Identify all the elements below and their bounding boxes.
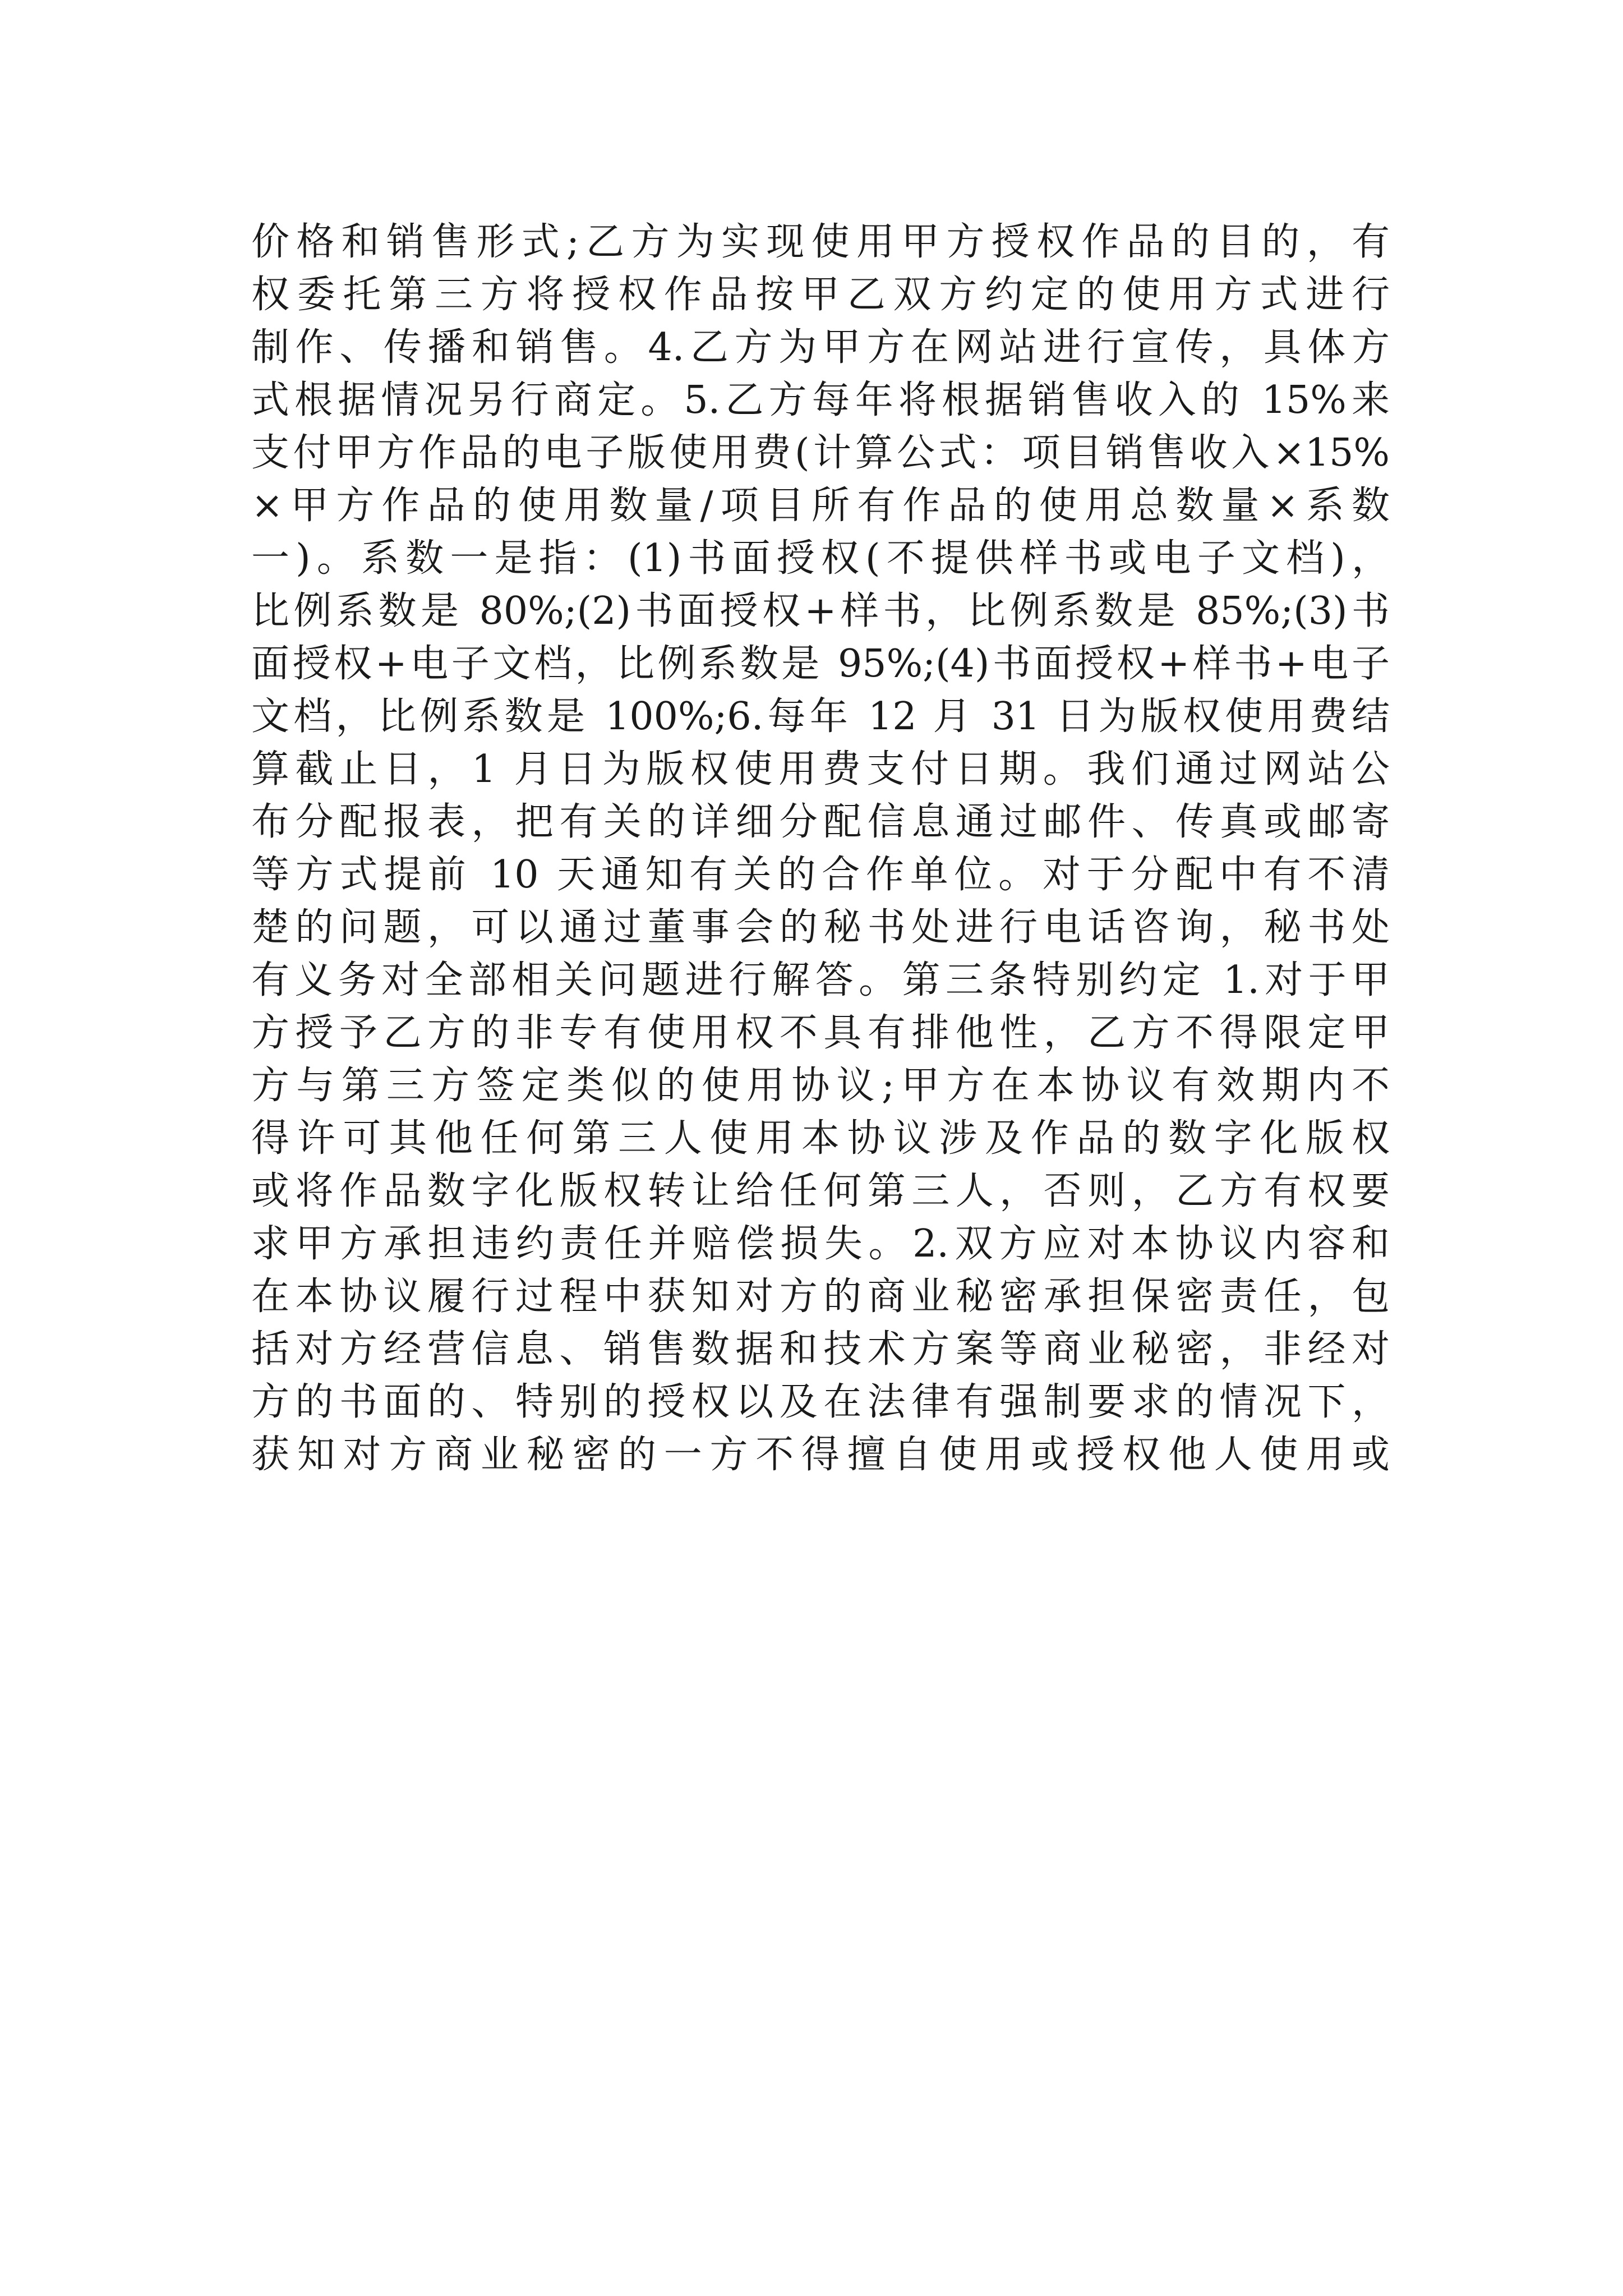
text-line: 算截止日，1 月日为版权使用费支付日期。我们通过网站公	[251, 747, 1390, 792]
text-line: 楚的问题，可以通过董事会的秘书处进行电话咨询，秘书处	[251, 905, 1390, 950]
text-line: 文档，比例系数是 100%;6.每年 12 月 31 日为版权使用费结	[251, 694, 1390, 739]
text-line: 式根据情况另行商定。5.乙方每年将根据销售收入的 15%来	[251, 378, 1390, 422]
text-line: 布分配报表，把有关的详细分配信息通过邮件、传真或邮寄	[251, 800, 1390, 844]
body-text	[251, 216, 1390, 1481]
text-line: 等方式提前 10 天通知有关的合作单位。对于分配中有不清	[251, 853, 1390, 897]
text-line: 得许可其他任何第三人使用本协议涉及作品的数字化版权	[251, 1116, 1390, 1161]
text-line: 或将作品数字化版权转让给任何第三人，否则，乙方有权要	[251, 1169, 1390, 1213]
text-line: 求甲方承担违约责任并赔偿损失。2.双方应对本协议内容和	[251, 1222, 1390, 1266]
text-line: 制作、传播和销售。4.乙方为甲方在网站进行宣传，具体方	[251, 325, 1390, 370]
text-line: 在本协议履行过程中获知对方的商业秘密承担保密责任，包	[251, 1274, 1390, 1319]
text-line: 有义务对全部相关问题进行解答。第三条特别约定 1.对于甲	[251, 958, 1390, 1002]
text-line: 支付甲方作品的电子版使用费(计算公式：项目销售收入×15%	[251, 431, 1390, 475]
text-line: ×甲方作品的使用数量/项目所有作品的使用总数量×系数	[251, 484, 1390, 528]
text-line: 价格和销售形式;乙方为实现使用甲方授权作品的目的，有	[251, 220, 1390, 264]
text-line: 面授权+电子文档，比例系数是 95%;(4)书面授权+样书+电子	[251, 642, 1390, 686]
text-line: 方授予乙方的非专有使用权不具有排他性，乙方不得限定甲	[251, 1011, 1390, 1055]
text-line: 方与第三方签定类似的使用协议;甲方在本协议有效期内不	[251, 1064, 1390, 1108]
text-line: 比例系数是 80%;(2)书面授权+样书，比例系数是 85%;(3)书	[251, 589, 1390, 633]
text-line: 一)。系数一是指：(1)书面授权(不提供样书或电子文档)，	[251, 536, 1390, 581]
text-line: 方的书面的、特别的授权以及在法律有强制要求的情况下，	[251, 1380, 1390, 1424]
text-line: 获知对方商业秘密的一方不得擅自使用或授权他人使用或	[251, 1433, 1390, 1477]
text-line: 括对方经营信息、销售数据和技术方案等商业秘密，非经对	[251, 1327, 1390, 1372]
text-line: 权委托第三方将授权作品按甲乙双方约定的使用方式进行	[251, 273, 1390, 317]
